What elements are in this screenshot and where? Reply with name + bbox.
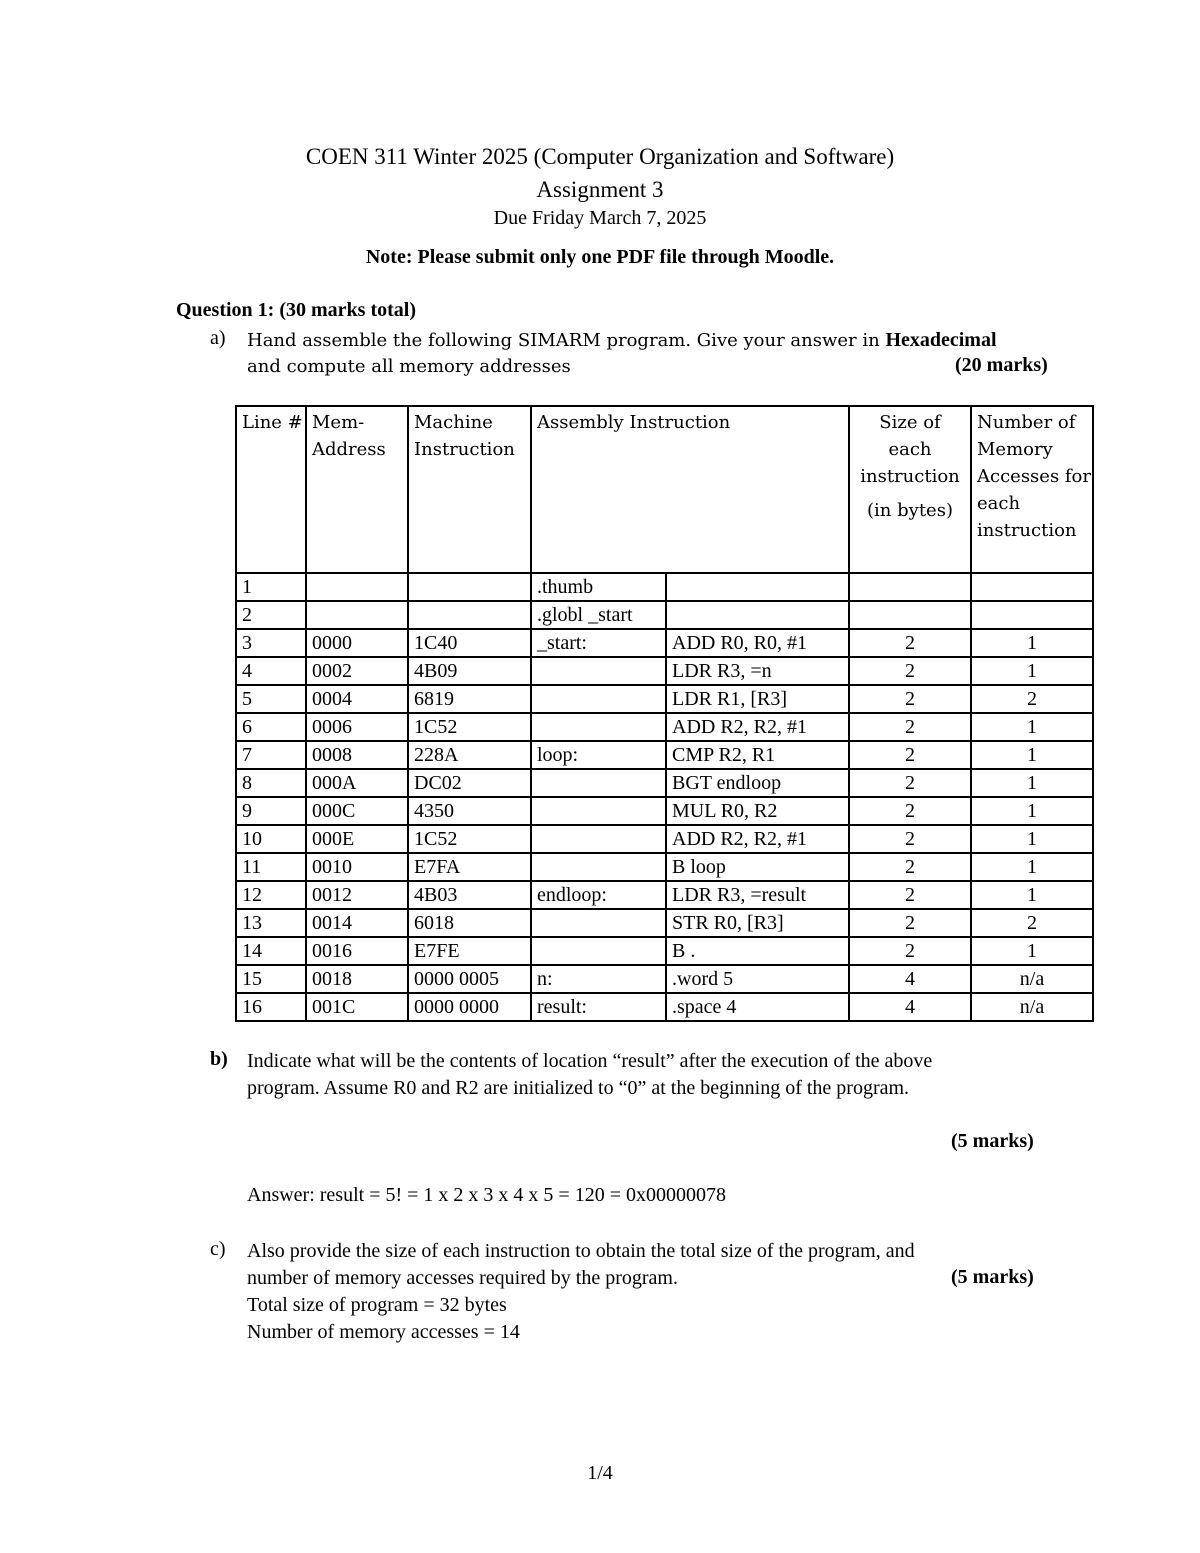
- part-c-marks: (5 marks): [951, 1266, 1034, 1288]
- cell-line: 11: [236, 853, 306, 881]
- cell-accesses: 1: [971, 853, 1093, 881]
- cell-machine-code: [408, 601, 531, 629]
- cell-accesses: n/a: [971, 993, 1093, 1021]
- cell-accesses: 1: [971, 769, 1093, 797]
- cell-accesses: 1: [971, 797, 1093, 825]
- cell-label: [531, 853, 666, 881]
- cell-machine-code: 1C52: [408, 713, 531, 741]
- cell-instruction: .word 5: [666, 965, 849, 993]
- cell-accesses: 1: [971, 657, 1093, 685]
- cell-instruction: ADD R2, R2, #1: [666, 713, 849, 741]
- table-row: [236, 741, 1093, 769]
- cell-line: 14: [236, 937, 306, 965]
- header-size: [849, 406, 971, 573]
- cell-accesses: 1: [971, 881, 1093, 909]
- cell-line: 15: [236, 965, 306, 993]
- cell-instruction: [666, 601, 849, 629]
- cell-address: 001C: [306, 993, 408, 1021]
- table-row: [236, 993, 1093, 1021]
- cell-machine-code: 228A: [408, 741, 531, 769]
- due-date: Due Friday March 7, 2025: [493, 207, 707, 229]
- table-header-row: [236, 406, 1093, 573]
- cell-line: 9: [236, 797, 306, 825]
- total-size-answer: Total size of program = 32 bytes: [247, 1294, 507, 1316]
- cell-address: 0010: [306, 853, 408, 881]
- cell-line: 4: [236, 657, 306, 685]
- part-b-line2: program. Assume R0 and R2 are initialized to “0” at the beginning of the program.: [247, 1077, 910, 1099]
- cell-accesses: 1: [971, 937, 1093, 965]
- header-size-1: Size of: [879, 412, 941, 433]
- cell-address: 000C: [306, 797, 408, 825]
- cell-accesses: 1: [971, 741, 1093, 769]
- cell-instruction: LDR R3, =n: [666, 657, 849, 685]
- table-row: [236, 601, 1093, 629]
- part-c-line1: Also provide the size of each instruction to obtain the total size of the program, and: [247, 1240, 915, 1262]
- cell-instruction: ADD R2, R2, #1: [666, 825, 849, 853]
- cell-line: 7: [236, 741, 306, 769]
- cell-label: loop:: [531, 741, 666, 769]
- cell-instruction: LDR R1, [R3]: [666, 685, 849, 713]
- cell-address: 0016: [306, 937, 408, 965]
- cell-address: 0018: [306, 965, 408, 993]
- cell-line: 10: [236, 825, 306, 853]
- header-size-4: (in bytes): [867, 500, 953, 521]
- table-row: [236, 573, 1093, 601]
- table-row: [236, 853, 1093, 881]
- table-row: [236, 881, 1093, 909]
- cell-machine-code: 0000 0000: [408, 993, 531, 1021]
- part-a-label: a): [210, 327, 226, 349]
- cell-label: [531, 685, 666, 713]
- cell-accesses: 2: [971, 909, 1093, 937]
- cell-address: 0000: [306, 629, 408, 657]
- cell-label: [531, 825, 666, 853]
- cell-machine-code: DC02: [408, 769, 531, 797]
- cell-label: _start:: [531, 629, 666, 657]
- part-b-line1: Indicate what will be the contents of location “result” after the execution of the above: [247, 1050, 933, 1072]
- cell-machine-code: E7FE: [408, 937, 531, 965]
- header-memory-accesses: Number of Memory Accesses for each instruction: [971, 406, 1093, 573]
- cell-label: .thumb: [531, 573, 666, 601]
- cell-instruction: BGT endloop: [666, 769, 849, 797]
- cell-label: result:: [531, 993, 666, 1021]
- cell-line: 16: [236, 993, 306, 1021]
- cell-address: 0008: [306, 741, 408, 769]
- part-b-label: b): [210, 1048, 228, 1070]
- cell-size: 4: [849, 993, 971, 1021]
- cell-label: [531, 769, 666, 797]
- cell-line: 8: [236, 769, 306, 797]
- cell-accesses: [971, 601, 1093, 629]
- cell-address: [306, 573, 408, 601]
- cell-instruction: CMP R2, R1: [666, 741, 849, 769]
- cell-label: n:: [531, 965, 666, 993]
- header-assembly-instruction: Assembly Instruction: [531, 406, 849, 573]
- cell-address: 0012: [306, 881, 408, 909]
- part-c-line2: number of memory accesses required by the program.: [247, 1267, 678, 1289]
- cell-line: 3: [236, 629, 306, 657]
- assignment-title: Assignment 3: [536, 177, 664, 202]
- header-mem-address: Mem- Address: [306, 406, 408, 573]
- cell-size: 2: [849, 741, 971, 769]
- cell-accesses: n/a: [971, 965, 1093, 993]
- cell-size: 4: [849, 965, 971, 993]
- table-body: [236, 573, 1093, 1021]
- cell-size: 2: [849, 881, 971, 909]
- cell-size: 2: [849, 769, 971, 797]
- cell-label: [531, 797, 666, 825]
- table-row: [236, 685, 1093, 713]
- cell-line: 6: [236, 713, 306, 741]
- cell-address: 000E: [306, 825, 408, 853]
- cell-size: 2: [849, 657, 971, 685]
- cell-accesses: 1: [971, 629, 1093, 657]
- part-a-line2: and compute all memory addresses: [247, 356, 571, 377]
- cell-size: 2: [849, 797, 971, 825]
- cell-machine-code: 1C40: [408, 629, 531, 657]
- header-machine-instruction: Machine Instruction: [408, 406, 531, 573]
- cell-machine-code: 6819: [408, 685, 531, 713]
- cell-machine-code: 6018: [408, 909, 531, 937]
- cell-label: [531, 713, 666, 741]
- cell-label: [531, 937, 666, 965]
- cell-size: 2: [849, 825, 971, 853]
- cell-line: 1: [236, 573, 306, 601]
- cell-machine-code: E7FA: [408, 853, 531, 881]
- cell-instruction: B .: [666, 937, 849, 965]
- table-row: [236, 657, 1093, 685]
- cell-line: 2: [236, 601, 306, 629]
- table-row: [236, 909, 1093, 937]
- table-row: [236, 629, 1093, 657]
- part-c-label: c): [210, 1238, 226, 1260]
- cell-line: 13: [236, 909, 306, 937]
- cell-size: 2: [849, 937, 971, 965]
- part-a-line1-bold: Hexadecimal: [885, 329, 997, 351]
- part-b-marks: (5 marks): [951, 1130, 1034, 1152]
- cell-instruction: ADD R0, R0, #1: [666, 629, 849, 657]
- table-row: [236, 965, 1093, 993]
- cell-machine-code: 4B03: [408, 881, 531, 909]
- cell-size: [849, 601, 971, 629]
- header-size-2: each: [888, 439, 932, 460]
- cell-size: 2: [849, 629, 971, 657]
- cell-size: 2: [849, 909, 971, 937]
- part-a-line1: [247, 327, 997, 354]
- cell-machine-code: [408, 573, 531, 601]
- cell-size: 2: [849, 713, 971, 741]
- submission-note: Note: Please submit only one PDF file through Moodle.: [365, 246, 835, 268]
- cell-address: 0002: [306, 657, 408, 685]
- cell-instruction: [666, 573, 849, 601]
- cell-address: [306, 601, 408, 629]
- cell-instruction: B loop: [666, 853, 849, 881]
- cell-instruction: MUL R0, R2: [666, 797, 849, 825]
- cell-size: 2: [849, 685, 971, 713]
- memory-accesses-answer: Number of memory accesses = 14: [247, 1321, 520, 1343]
- cell-label: endloop:: [531, 881, 666, 909]
- table-row: [236, 937, 1093, 965]
- table-row: [236, 769, 1093, 797]
- cell-address: 000A: [306, 769, 408, 797]
- cell-address: 0014: [306, 909, 408, 937]
- cell-size: 2: [849, 853, 971, 881]
- document-title: COEN 311 Winter 2025 (Computer Organization and Software): [305, 144, 895, 169]
- part-a-marks: (20 marks): [955, 354, 1048, 376]
- cell-accesses: [971, 573, 1093, 601]
- cell-address: 0006: [306, 713, 408, 741]
- part-b-answer: Answer: result = 5! = 1 x 2 x 3 x 4 x 5 = 120 = 0x00000078: [247, 1184, 726, 1206]
- cell-accesses: 1: [971, 825, 1093, 853]
- cell-machine-code: 0000 0005: [408, 965, 531, 993]
- cell-line: 5: [236, 685, 306, 713]
- table-row: [236, 713, 1093, 741]
- cell-instruction: LDR R3, =result: [666, 881, 849, 909]
- part-a-line1-text: Hand assemble the following SIMARM program. Give your answer in: [247, 330, 886, 351]
- page-number: 1/4: [587, 1462, 613, 1484]
- cell-label: [531, 909, 666, 937]
- cell-machine-code: 4B09: [408, 657, 531, 685]
- header-line: Line #: [236, 406, 306, 573]
- cell-label: [531, 657, 666, 685]
- cell-instruction: .space 4: [666, 993, 849, 1021]
- cell-machine-code: 4350: [408, 797, 531, 825]
- header-size-3: instruction: [860, 466, 960, 487]
- cell-accesses: 1: [971, 713, 1093, 741]
- cell-machine-code: 1C52: [408, 825, 531, 853]
- cell-size: [849, 573, 971, 601]
- cell-address: 0004: [306, 685, 408, 713]
- cell-accesses: 2: [971, 685, 1093, 713]
- table-row: [236, 825, 1093, 853]
- table-row: [236, 797, 1093, 825]
- question1-heading: Question 1: (30 marks total): [176, 299, 416, 321]
- cell-label: .globl _start: [531, 601, 666, 629]
- cell-line: 12: [236, 881, 306, 909]
- cell-instruction: STR R0, [R3]: [666, 909, 849, 937]
- assembly-table: [235, 405, 1094, 1022]
